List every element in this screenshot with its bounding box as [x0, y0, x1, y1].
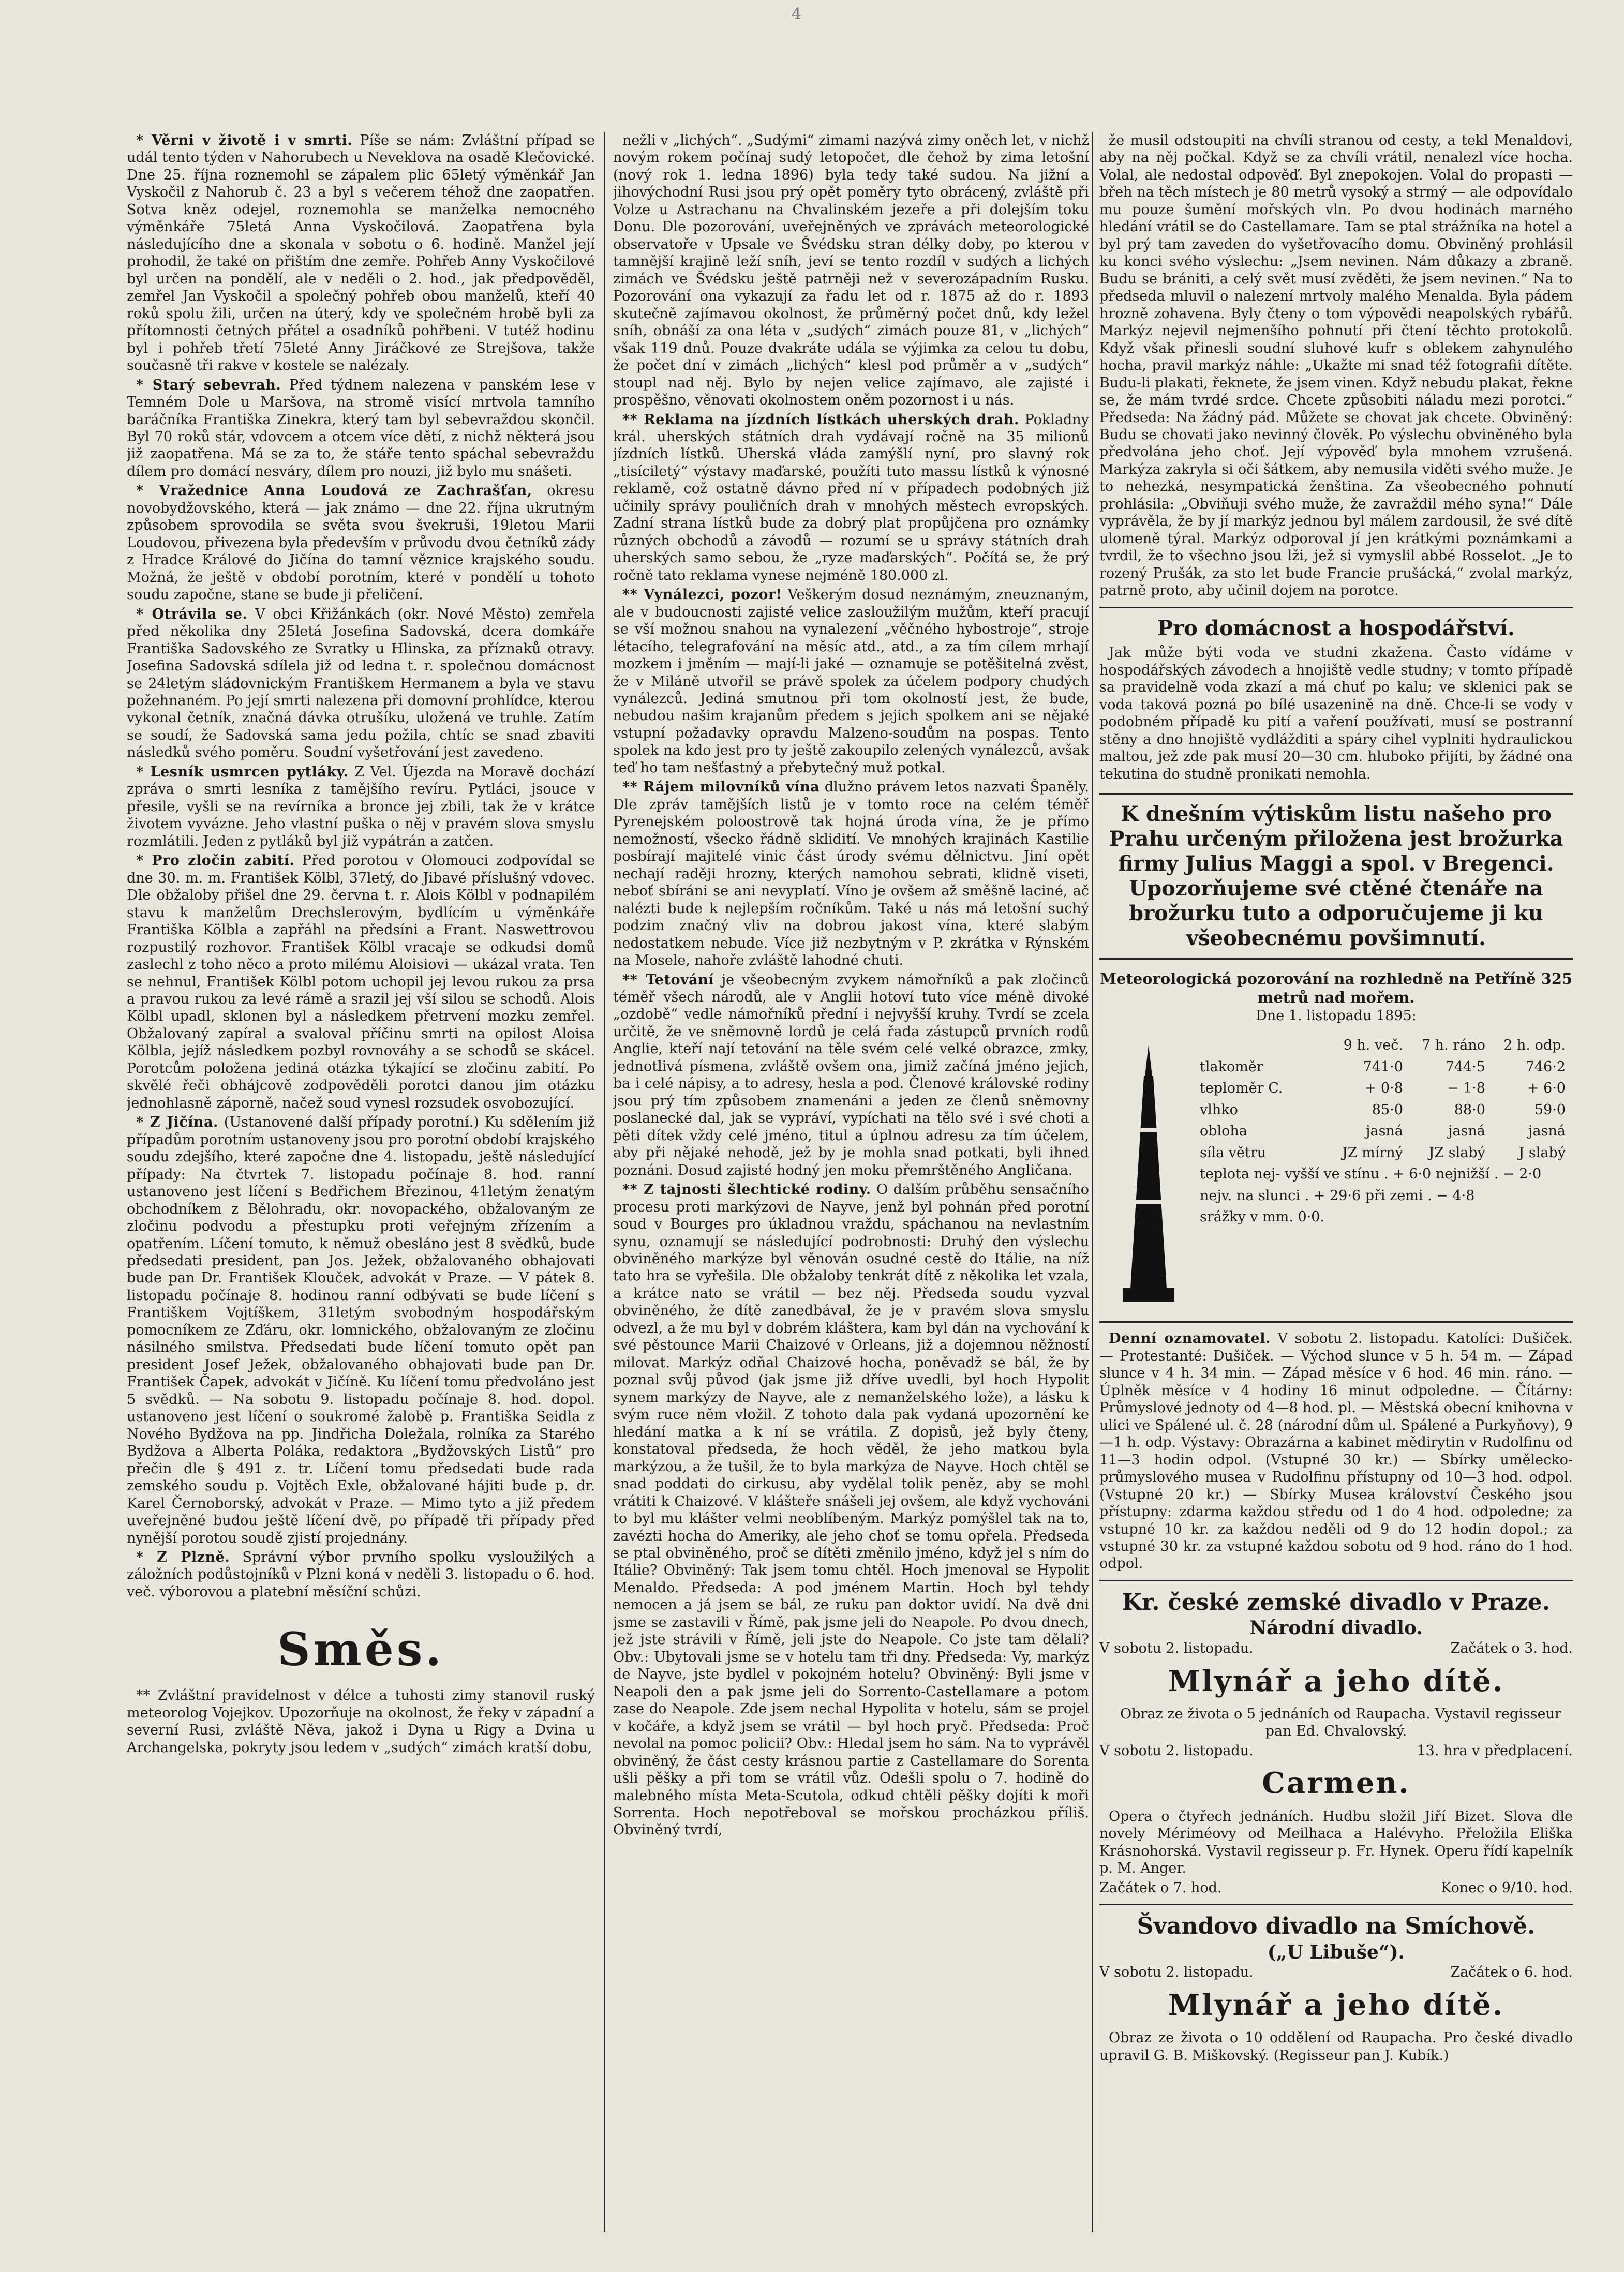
column-1: [127, 132, 595, 2232]
article-body: Správní výbor prvního spolku vysloužilých a záložních podůstojníků v Plzni koná v neděli 3. listopadu o 6. hod. več. výborovou a platební měsíční schůzi.: [127, 1549, 595, 1600]
article-vernii: [127, 132, 595, 375]
weather-row: [1198, 1142, 1568, 1163]
article-body: je všeobecným zvykem námořníků a pak zločinců téměř všech národů, ale v Anglii hotoví tuto více méně divoké „ozdobě“ vedle námořníků přední i nejvyšší kruhy. Tvrdí se zcela určitě, že ve sněmovně lordů je celá řada zástupců prvních rodů Anglie, kteří nají tetování na těle svém celé velké obrazce, zmky, jednotlivá písmena, zvláště ovšem ona, jimiž začíná jméno jejich, ba i celé nápisy, a to adresy, hesla a pod. Členové královské rodiny jsou prý tím způsobem znamenáni a jeden ze členů sněmovny poslanecké dal, jak se vypráví, vypíchati na tělo své i své choti a pěti dítek vždy celé jméno, titul a úplnou adresu za tím účelem, aby při nějaké nehodě, jež by je mohla snad potkati, byli ihned poznáni. Dosud zajisté hodný jen moku přemrštěného Angličana.: [613, 971, 1089, 1178]
weather-value: 88·0: [1454, 1101, 1485, 1118]
weather-value: jasná: [1366, 1123, 1403, 1140]
divider: [1099, 1580, 1573, 1581]
play-title: Mlynář a jeho dítě.: [1168, 1987, 1504, 2022]
daily-heading: Denní oznamovatel.: [1109, 1331, 1271, 1347]
article-voda: Jak může býti voda ve studni zkažena. Často vídáme v hospodářských závodech a hnojiště vedle studny; v tomto případě sa pravidelně voda zkazí a má chuť po kalu; ve sklenici pak se voda taková pozná po bílé usazenině na dně. Chce-li se vody v podobném případě ku pití a vaření používati, musí se postranní stěny a dno hnojiště vydlážditi a spáry cihel vyplniti hydraulickou maltou, jež zde pak musí 20—30 cm. hluboko přijíti, by žádné ona tekutina do studně pronikati nemohla.: [1099, 645, 1573, 782]
show-info-row: [1099, 1742, 1573, 1759]
theatre-subheading: („U Libuše“).: [1267, 1941, 1405, 1963]
petrin-tower-icon: [1110, 1045, 1187, 1304]
theatre-subheading: Národní divadlo.: [1249, 1617, 1423, 1639]
show-date: V sobotu 2. listopadu.: [1099, 1964, 1254, 1981]
article-lesnik: [127, 764, 595, 850]
play-title: Carmen.: [1262, 1766, 1410, 1801]
section-title-smes: Směs.: [277, 1622, 444, 1677]
weather-extra: nejv. na slunci . + 29·6 při zemi . − 4·8: [1200, 1187, 1475, 1204]
article-body: (Ustanovené další případy porotní.) Ku sdělením již případům porotním ustanoveny jsou pro porotní období krajského soudu zdejšího, které započne dne 4. listopadu, ještě následující případy: Na čtvrtek 7. listopadu počínaje 8. hod. ranní ustanoveno jest líčení s Bedřichem Březinou, 41letým ženatým obchodníkem z Bělohradu, okr. novopackého, obžalovaným ze zločinu podvodu a přestupku proti veřejným zřízením a opatřením. Líčení tomuto, k němuž obesláno jest 8 svědků, bude předsedati president, pan Jos. Ježek, obžalovaného obhajovati bude pan Dr. František Klouček, advokát v Praze. — V pátek 8. listopadu počínaje 8. hodinou ranní odbývati se bude líčení s Františkem Vojtíškem, 31letým svobodným hospodářským pomocníkem ze Zďáru, okr. lomnického, obžalovaným ze zločinu násilného smilstva. Předsedati bude líčení tomuto opět pan president Josef Ježek, obžalovaného obhajovati bude pan Dr. František Čapek, advokát v Jičíně. Ku líčení tomu předvoláno jest 5 svědků. — Na sobotu 9. listopadu počínaje 8. hod. dopol. ustanoveno jest líčení o soukromé žalobě p. Františka Seidla z Nového Bydžova na pp. Jindřicha Doležala, rolníka za Starého Bydžova a Alberta Poláka, redaktora „Bydžovských Listů“ pro přečin dle § 491 z. tr. Líčení tomu předsedati bude rada zemského soudu p. Vojtěch Exle, obžalované hájiti bude p. dr. Karel Černoborský, advokát v Praze. — Mimo tyto a již předem uveřejněné budou ještě líčení dvě, po případě tři případy před nynější porotou soudě zjistí projednány.: [127, 1114, 595, 1546]
article-reklama: [613, 411, 1089, 585]
show-start: Začátek o 3. hod.: [1450, 1640, 1573, 1657]
article-heading: * Lesník usmrcen pytláky.: [136, 764, 349, 780]
weather-row: [1198, 1120, 1568, 1142]
weather-value: J slabý: [1518, 1144, 1566, 1161]
daily-announcer: [1099, 1330, 1573, 1573]
weather-extra: srážky v mm. 0·0.: [1200, 1209, 1325, 1225]
article-slechticka-rodina: [613, 1181, 1089, 1839]
article-body: Z Vel. Újezda na Moravě dochází zpráva o smrti lesníka z tamějšího revíru. Pytláci, jsouce v přesile, vyšli se na revírníka a bronce jej zbili, tak že v krátce životem vyvázne. Jeho vlastní puška o něj v pravém slova smyslu rozmlátili. Jeden z pytláků byl již vypátrán a zatčen.: [127, 764, 595, 849]
weather-value: 746·2: [1525, 1058, 1566, 1075]
article-jicin: [127, 1114, 595, 1547]
column-divider: [1092, 132, 1093, 2232]
article-body: Před týdnem nalezena v panském lese v Temném Dole u Maršova, na stromě visící mrtvola tamního baráčníka Františka Zinekra, který tam byl sebevraždou skončil. Byl 70 roků stár, vdovcem a otcem více dětí, z nichž některá jsou již zaopatřena. Má se za to, že stáře tento spáchal sebevraždu dílem pro domácí nesváry, dílem pro nouzi, již bylo mu snášeti.: [127, 377, 595, 480]
weather-label: vlhko: [1200, 1101, 1238, 1118]
weather-value: 59·0: [1534, 1101, 1566, 1118]
weather-value: + 6·0: [1527, 1080, 1566, 1097]
weather-row: [1198, 1056, 1568, 1078]
article-vynalezci: [613, 586, 1089, 776]
show-date: V sobotu 2. listopadu.: [1099, 1742, 1254, 1759]
weather-label: síla větru: [1200, 1144, 1267, 1161]
article-heading: ** Tetování: [622, 971, 714, 988]
notice-maggi: K dnešním výtiskům listu našeho pro Prahu určeným přiložena jest brožurka firmy Julius Maggi a spol. v Bregenci. Upozorňujeme své ctěné čtenáře na brožurku tuto a odporučujeme ji ku všeobecnému povšimnutí.: [1099, 793, 1573, 960]
column-2: [613, 132, 1089, 2232]
weather-value: − 1·8: [1447, 1080, 1485, 1097]
article-body: dlužno právem letos nazvati Španěly. Dle zpráv tamějších listů je v tomto roce na celém téměř Pyrenejském poloostrově tak hojná úroda vína, že je přímo nemožností, všecko řádně sklidití. Ve mnohých krajinách Kastilie posbírají majitelé vinic část úrody svému dělnictvu. Jiní opět nechají raději hrozny, kterých namohou sebrati, klidně viseti, neboť sbíráni se ani nevyplatí. Víno je ovšem až směšně laciné, ač nalézti bude k nejlepším ročníkům. Také u nás má letošní suchý podzim značný vliv na dobrou jakost vína, které slabým nedostatkem nebude. Více již nezbytným v P. zkrátka v Rýnském na Mosele, nahoře zvláště lahodné chuti.: [613, 779, 1089, 969]
weather-value: JZ slabý: [1428, 1144, 1485, 1161]
weather-value: jasná: [1448, 1123, 1485, 1140]
show-start: Začátek o 7. hod.: [1099, 1879, 1222, 1896]
article-heading: * Z Plzně.: [136, 1549, 230, 1565]
column-3: [1099, 132, 1573, 2232]
article-body: Pokladny král. uherských státních drah vydávají ročně na 35 milionů jízdních lístků. Uherská vláda zamýšlí nyní, pro slavný rok „tisíciletý“ výstavy maďarské, použíti tuto massu lístků k výnosné reklamě, což ostatně dávno před ní v případech podobných již učinily správy pouličních drah v mnohých městech evropských. Zadní strana lístků bude za dobrý plat propůjčena pro oznámky různých obchodů a závodů — rozumí se u správy státních drah uherských samo sebou, že „ryze maďarských“. Počítá se, že prý ročně tato reklama vynese nejméně 180.000 zl.: [613, 411, 1089, 584]
weather-title: Meteorologická pozorování na rozhledně na Petříně 325 metrů nad mořem.: [1099, 970, 1573, 1006]
weather-table: [1198, 1035, 1568, 1228]
show-end: Konec o 9/10. hod.: [1441, 1879, 1573, 1896]
article-body: Veškerým dosud neznámým, zneuznaným, ale v budoucnosti zajisté velice zasloužilým mužům, kteří pracují se vší možnou snahou na vynalezení „věčného hybostroje“, stroje létacího, telegrafování na měsíc atd., atd., a za tím cílem mrhají mozkem i jměním — mají-li jaké — oznamuje se potěšitelná zvěst, že v Miláně utvořil se právě spolek za účelem podpory chudých vynálezců. Jediná smutnou při tom okolností jest, že bude, nebudou našim krajanům předem s jejich spolkem ani se nějaké vstupní požadavky opravdu Malzeno-soudům na pospas. Tento spolek na kdo jest pro ty ještě zakoupilo zelených vynálezců, avšak teď ho tam nešťastný a přebytečný muž potkal.: [613, 587, 1089, 776]
weather-col: 9 h. več.: [1343, 1037, 1403, 1054]
article-heading: * Z Jičína.: [136, 1114, 218, 1131]
show-start: Začátek o 6. hod.: [1450, 1964, 1573, 1981]
weather-value: 744·5: [1445, 1058, 1485, 1075]
article-zimy: ** Zvláštní pravidelnost v délce a tuhosti zimy stanovil ruský meteorolog Vojejkov. Upozorňuje na okolnost, že řeky v západní a severní Rusi, zvláště Něva, jakož i Dyna u Rigy a Dvina u Archangelska, pokryty jsou ledem v „sudých“ zimách kratší dobu,: [127, 1687, 595, 1756]
theatre-heading-svanda: Švandovo divadlo na Smíchově.: [1137, 1913, 1536, 1940]
weather-label: teploměr C.: [1200, 1080, 1283, 1097]
play-description: Obraz ze života o 5 jednáních od Raupacha. Vystavil regisseur pan Ed. Chvalovský.: [1120, 1706, 1561, 1740]
article-body: Píše se nám: Zvláštní případ se udál tento týden v Nahorubech u Neveklova na osadě Klečovické. Dne 25. října roznemohl se zápalem plic 65letý výměnkář Jan Vyskočil z Nahorub č. 23 a byl s večerem téhož dne zaopatřen. Sotva kněz odejel, roznemohla se manželka nemocného výměnkáře 75letá Anna Vyskočilová. Zaopatřena byla následujícího dne a skonala v sobotu o 6. hodině. Manžel její prohodil, že také on přištím dne zemře. Pohřeb Anny Vyskočilové byl určen na pondělí, ale v neděli o 2. hod., jak předpověděl, zemřel Jan Vyskočil a společný pohřeb obou manželů, kteří 40 roků spolu žili, určen na úterý, kdy ve společném hrobě byli za přítomnosti četných přátel a osadníků pohřbeni. V tutéž hodinu byl i pohřeb třetí 75leté Anny Jiráčkové ze Strejšova, takže současně tři rakve v kostele se nalézaly.: [127, 132, 595, 374]
article-otravila: [127, 606, 595, 761]
play-description: Obraz ze života o 10 oddělení od Raupacha. Pro české divadlo upravil G. B. Miškovský. (Regisseur pan J. Kubík.): [1099, 2030, 1573, 2064]
article-tetovani: [613, 971, 1089, 1179]
play-title: Mlynář a jeho dítě.: [1168, 1664, 1504, 1698]
article-heading: ** Reklama na jízdních lístkách uherských drah.: [622, 411, 1019, 428]
article-body: Před porotou v Olomouci zodpovídal se dne 30. m. m. František Kölbl, 37letý, do Jibavé příslušný vdovec. Dle obžaloby přišel dne 29. června t. r. Alois Kölbl v podnapilém stavu k manželům Drechslerovým, bydlícím u výměnkáře Františka Kölbla a zapřáhl na předsíni a Frant. Naswettrovou rozpustilý rozhovor. František Kölbl vracaje se odkudsi domů zaslechl z toho něco a proto milému Aloisiovi — ukázal vrata. Ten se nehnul, František Kölbl potom uchopil jej levou rukou za prsa a pravou rukou za levé rámě a srazil jej vší silou se schodů. Alois Kölbl upadl, sklonen byl a následkem přetrvení mozku zemřel. Obžalovaný zapíral a svaloval příčinu smrti na opilost Aloisa Kölbla, jejíž následkem pozbyl rovnováhy a se schodů se skácel. Porotcům položena jediná otázka týkající se zločinu zabití. Po skvělé řeči obhájcově zodpověděli porotci danou jim otázku jednohlasně záporně, načež soud vynesl rozsudek osvobozující.: [127, 853, 595, 1111]
article-body: V obci Křižánkách (okr. Nové Město) zemřela před několika dny 25letá Josefina Sadovská, dcera domkáře Františka Sadovského ze Svratky u Hlinska, za příznaků otravy. Josefina Sadovská sdílela již od ledna t. r. společnou domácnost se 24letým sládovnickým Františkem Hermanem a byla ve stavu požehnaném. Po její smrti nalezena při domovní prohlídce, kterou vykonal četník, značná dávka otrušíku, uložená ve truhle. Zatím se soudí, že Sadovská sama jedu požila, chtíc se snad zbaviti následků svého poměru. Soudní vyšetřování jest zavedeno.: [127, 606, 595, 761]
article-body: O dalším průběhu sensačního procesu proti markýzovi de Nayve, jenž byl pohnán před porotní soud v Bourges pro úkladnou vraždu, spáchanou na nevlastním synu, oznamují se následující podrobnosti: Druhý den výslechu obviněného markýze byl věnován osudné cestě do Itálie, na níž tato hra se vyřešila. Dle obžaloby tenkrát dítě z několika let vzala, a krátce nato se vrátil — bez něj. Předseda soudu vyzval obviněného, že dítě zanedbával, že je v pravém slova smyslu odvezl, a že mu byl v dobrém kláštera, kam byl dán na vychování k své pěstounce Marii Chaizové v Orleans, již a dojemnou něžností milovat. Markýz odňal Chaizové hocha, poněvadž se bál, že by poznal svůj původ (jak jsme již dříve uvedli, byl hoch Hypolit synem markýzy de Nayve, ale z nemanželského lože), a lásku k svým ruce něm vložil. Z tohoto dala pak vydaná upozornění ke hledání matka a k ní se vrátila. Z dopisů, jež byly čteny, konstatoval předseda, že hoch věděl, že jeho matkou byla markýzou, a že tušil, že to byla markýza de Nayve. Hoch chtěl se snad poddati do cirkusu, aby vydělal tolik peněz, aby se mohl vrátiti k Chaizové. V klášteře snášeli jej ovšem, ale když vychováni to byl mu klášter velmi neoblíbeným. Markýz pomýšlel tak na to, zavézti hocha do Ameriky, ale jeho choť se tomu opřela. Předseda se ptal obviněného, proč se dítěti změnilo jméno, když jel s ním do Itálie? Obviněný: Tak jsem tomu chtěl. Hoch jmenoval se Hypolit Menaldo. Předseda: A pod jménem Martin. Hoch byl tehdy nemocen a já jsem se bál, ze ruku pan doktor uvidí. Na dvě dni jsme se zastavili v Římě, pak jsme jeli do Neapole. Po dvou dnech, jež jste strávili v Římě, jeli jste do Neapole. Co jste tam dělali? Obv.: Ubytovali jsme se v hotelu tam tři dny. Předseda: Vy, markýz de Nayve, jste bydlel v pokojném hotelu? Obviněný: Byli jsme v Neapoli den a pak jsme jeli do Sorrento-Castellamare a potom zase do Neapole. Zde jsem nechal Hypolita v hotelu, sám se projel v kočáře, a když jsem se vrátil — byl hoch pryč. Předseda: Proč nevolal na pomoc policii? Obv.: Hledal jsem ho sám. Na to vyprávěl obviněný, že část cesty krásnou partie z Castellamare do Sorenta ušli pěšky a při tom se vrátil vůz. Odešli spolu o 7. hodině do malebného místa Meta-Scutola, odkud chtěli pěšky dojíti k moři Sorrenta. Hoch nepotřeboval se mořskou procházkou příliš. Obviněný tvrdí,: [613, 1182, 1089, 1838]
divider: [1099, 1904, 1573, 1905]
article-heading: * Věrni v životě i v smrti.: [136, 132, 353, 148]
article-zlocin: [127, 852, 595, 1112]
weather-col: 2 h. odp.: [1503, 1037, 1566, 1054]
divider: [1099, 1321, 1573, 1323]
article-heading: * Otrávila se.: [136, 606, 248, 622]
article-heading: ** Rájem milovníků vína: [622, 779, 820, 796]
divider: [1099, 607, 1573, 608]
article-slechticka-cont: že musil odstoupiti na chvíli stranou od cesty, a tekl Menaldovi, aby na něj počkal. Když se za chvíli vrátil, nenalezl více hocha. Volal, ale nedostal odpověď. Byl znepokojen. Volal do propasti — břeh na těch místech je 80 metrů vysoký a strmý — ale odpovídalo mu pouze šumění mořských vln. Po dvou hodinách marného hledání vrátil se do Castellamare. Tam se ptal strážníka na hotel a byl prý tam zaveden do vyšetřovacího domu. Obviněný prohlásil ku konci svého výslechu: „Jsem nevinen. Nám důkazy a zbraně. Budu se brániti, a celý svět musí zvěděti, že jsem nevinen.“ Na to předseda mluvil o nalezení mrtvoly malého Menalda. Byla pádem hrozně zohavena. Byly čteny o tom výpovědi neapolských rybářů. Markýz nejevil nejmenšího pohnutí při čtení těchto protokolů. Když však přinesli soudní sluhové kufr s oblekem zahynulého hocha, pravil markýz náhle: „Ukažte mi snad též fotografii dítěte. Budu-li plakati, řeknete, že jsem vinen. Když nebudu plakat, řekne se, že mám tvrdé srdce. Chcete způsobiti náladu mezi porotci.“ Předseda: Na žádný pád. Můžete se chovat jak chcete. Obviněný: Budu se chovati jako nevinný člověk. Po výslechu obviněného byla předvolána jeho choť. Její výpověď byla mnohem vzrušená. Markýza zakryla si oči šátkem, aby nemusila viděti svého muže. Je to nehezká, nesympatická ženština. Za všeobecného pohnutí prohlásila: „Obviňuji svého muže, že zavraždil mého syna!“ Dále vyprávěla, že by jí markýz jednou byl málem zardousil, že své dítě ulomeně týral. Markýz odporoval jí jen krátkými poznámkami a tvrdil, že to všechno jsou lži, jež si vymyslil abbé Rosselot. „Je to rozený Prušák, za sto let bude Francie prušácká,“ zvolal markýz, patrně proto, aby učinil dojem na porotce.: [1099, 132, 1573, 599]
weather-col: 7 h. ráno: [1421, 1037, 1485, 1054]
daily-body: V sobotu 2. listopadu. Katolíci: Dušiček. — Protestanté: Dušiček. — Východ slunce v 5 h. 54 m. — Západ slunce v 4 h. 34 min. — Západ měsíce v 6 hod. 46 min. ráno. — Úplněk měsíce v 4 hodiny 16 minut odpoledne. — Čítárny: Průmyslové jednoty od 4—8 hod. pl. — Městská obecní knihovna v ulici ve Spálené ul. č. 28 (národní dům ul. Spálené a Purkyňovy), 9—1 h. odp. Výstavy: Obrazárna a kabinet mědirytin v Rudolfinu od 11—3 hodin odpol. (Vstupné 30 kr.) — Sbírky umělecko-průmyslového musea v Rudolfinu přístupny od 10—3 hod. odpol. (Vstupné 20 kr.) — Sbírky Musea království Českého jsou přístupny: zdarma každou středu od 1 do 4 hod. odpoledne; za vstupné 10 kr. za každou neděli od 9 do 12 hodin dopol.; za vstupné 30 kr. za vstupné každou sobotu od 9 hod. ráno do 1 hod. odpol.: [1099, 1331, 1573, 1572]
theatre-heading-national: Kr. české zemské divadlo v Praze.: [1122, 1589, 1551, 1616]
show-subscription: 13. hra v předplacení.: [1417, 1742, 1573, 1759]
weather-header-row: [1198, 1035, 1568, 1056]
article-zimy-cont: nežli v „lichých“. „Sudými“ zimami nazývá zimy oněch let, v nichž novým rokem počínaj sudý letopočet, dle čehož by zima letošní (nový rok 1. ledna 1896) byla tedy také sudou. Na jižní a jihovýchodní Rusi jsou prý opět poměry tyto obrácený, zvláště při Volze u Astrachanu na Chvalinském jezeře a při dolejším toku Donu. Dle pozorování, uveřejněných ve zprávách meteorologické observatoře v Upsale ve Švédsku stran délky doby, po kterou v tamnější krajině leží sníh, jeví se tento rozdíl v sudých a lichých zimách ve Švédsku ještě patrněji než v severozápadním Rusku. Pozorování ona vykazují za řadu let od r. 1875 až do r. 1893 skutečně zajímavou okolnost, že průměrný počet dnů, kdy ležel sníh, obnáší za ona léta v „sudých“ zimách pouze 81, v „lichých“ však 119 dnů. Pouze dvakráte udála se výjimka za celou tu dobu, že počet dní v zimách „lichých“ klesl pod průměr a v „sudých“ stoupl nad něj. Bylo by nejen velice zajímavo, ale zajisté i prospěšno, věnovati okolnostem oněm pozornost i u nás.: [613, 132, 1089, 409]
weather-value: + 0·8: [1364, 1080, 1403, 1097]
page-mark: 4: [792, 5, 802, 23]
show-info-row: [1099, 1640, 1573, 1657]
article-vrazednice: [127, 482, 595, 603]
article-heading: ** Z tajnosti šlechtické rodiny.: [622, 1182, 871, 1198]
weather-date: Dne 1. listopadu 1895:: [1256, 1007, 1417, 1024]
play-description: Opera o čtyřech jednáních. Hudbu složil Jiří Bizet. Slova dle novely Mériméovy od Meilhaca a Halévyho. Přeložila Eliška Krásnohorská. Vystavil regisseur p. Fr. Hynek. Operu řídí kapelník p. M. Anger.: [1099, 1808, 1573, 1877]
article-sebevrah: [127, 377, 595, 481]
article-heading: * Pro zločin zabití.: [136, 853, 295, 869]
weather-value: 85·0: [1372, 1101, 1403, 1118]
weather-value: jasná: [1528, 1123, 1566, 1140]
show-date: V sobotu 2. listopadu.: [1099, 1640, 1254, 1657]
article-vino: [613, 779, 1089, 969]
weather-label: obloha: [1200, 1123, 1247, 1140]
weather-row: [1198, 1078, 1568, 1099]
show-info-row: [1099, 1879, 1573, 1896]
section-title-domacnost: Pro domácnost a hospodářství.: [1157, 616, 1515, 640]
weather-label: tlakoměr: [1200, 1058, 1263, 1075]
article-heading: * Starý sebevrah.: [136, 377, 281, 393]
weather-value: JZ mírný: [1342, 1144, 1403, 1161]
article-plzen: [127, 1549, 595, 1601]
article-body: okresu novobydžovského, která — jak známo — dne 22. října ukrutným způsobem sprovodila se světa svou švekruši, 19letou Marii Loudovou, přivezena byla především v průvodu dvou četníků zády z Hradce Králové do Jičína do tamní věznice krajského soudu. Možná, že ještě v období porotním, které v pondělí u tohoto soudu započne, stane se bude ji přeličení.: [127, 483, 595, 603]
column-divider: [604, 132, 605, 2232]
article-heading: * Vražednice Anna Loudová ze Zachrašťan,: [136, 483, 532, 499]
weather-extra: teplota nej- vyšší ve stínu . + 6·0 nejnižší . − 2·0: [1200, 1166, 1542, 1183]
weather-block: [1099, 1024, 1573, 1314]
article-heading: ** Vynálezci, pozor!: [622, 587, 782, 603]
weather-value: 741·0: [1363, 1058, 1403, 1075]
weather-row: [1198, 1099, 1568, 1120]
show-info-row: [1099, 1964, 1573, 1981]
